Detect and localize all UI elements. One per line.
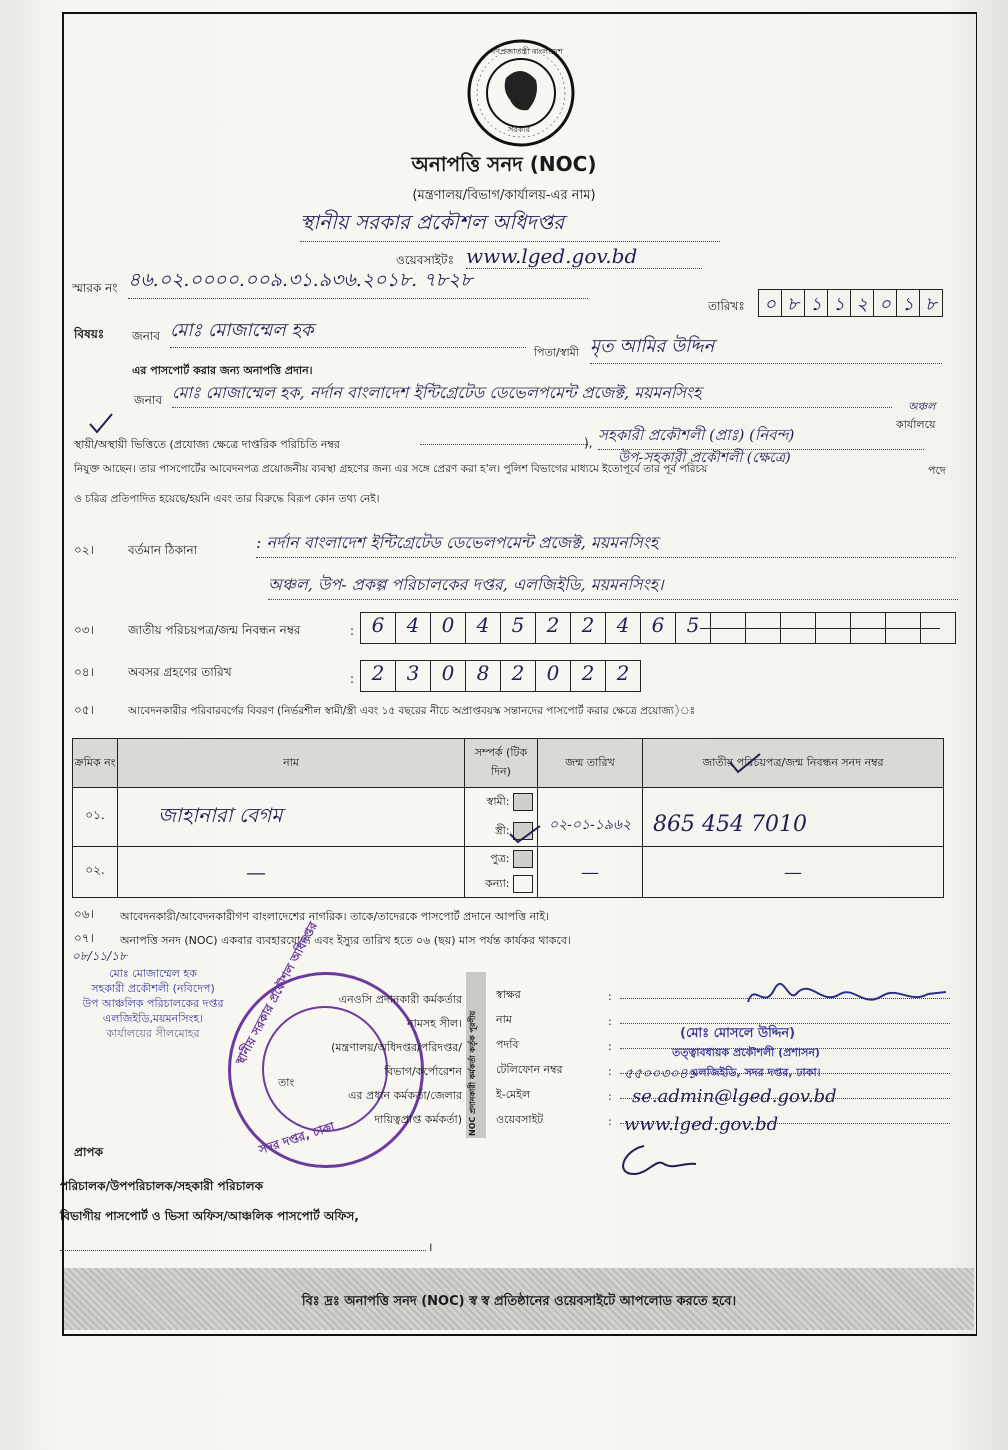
signatory-email: se.admin@lged.gov.bd <box>632 1086 837 1107</box>
stamp-line: কার্যালয়ের সীলমোহর <box>106 1027 200 1040</box>
signatory-caption-line: এর প্রধান কর্মকর্তা/জেলার <box>348 1089 462 1102</box>
row-serial: ০১. <box>73 788 118 847</box>
stamp-line: মোঃ মোজাম্মেল হক <box>109 967 197 980</box>
subject-line2: এর পাসপোর্ট করার জন্য অনাপত্তি প্রদান। <box>132 364 313 377</box>
signatory-name: (মোঃ মোসলে উদ্দিন) <box>680 1026 796 1041</box>
website-label: ওয়েবসাইট <box>496 1113 544 1126</box>
father-name: মৃত আমির উদ্দিন <box>590 332 942 364</box>
row-dob: ০২-০১-১৯৬২ <box>538 788 643 847</box>
item-03-title: জাতীয় পরিচয়পত্র/জন্ম নিবন্ধন নম্বর <box>128 623 301 637</box>
website-label: ওয়েবসাইটঃ <box>396 253 454 267</box>
nid-digit: 4 <box>605 612 640 644</box>
permanent-text: স্থায়ী/অস্থায়ী ভিত্তিতে (প্রযোজ্য ক্ষেত্রে দাপ্তরিক পরিচিতি নম্বর <box>74 438 340 451</box>
date-digit: ৮ <box>919 289 943 317</box>
recipient-line2: বিভাগীয় পাসপোর্ট ও ভিসা অফিস/আঞ্চলিক পাসপোর্ট অফিস, <box>60 1209 359 1223</box>
signatory-colons: : : : : : : <box>608 990 612 1128</box>
body-janab: জনাব <box>134 393 163 407</box>
noc-vertical-text: NOC প্রদানকারী কর্মকর্তা কর্তৃক পূরণীয় <box>468 1010 477 1136</box>
footer-note: বিঃ দ্রঃ অনাপত্তি সনদ (NOC) স্ব স্ব প্রতিষ্ঠানের ওয়েবসাইটে আপলোড করতে হবে। <box>301 1294 737 1309</box>
signatory-designation: তত্ত্বাবধায়ক প্রকৌশলী (প্রশাসন) <box>672 1046 820 1059</box>
nid-digit: 6 <box>360 612 395 644</box>
relation-checkbox-a[interactable] <box>513 850 533 868</box>
col-name: নাম <box>118 739 465 788</box>
signatory-labels <box>496 982 563 1132</box>
body-line4: ও চরিত্র প্রতিপাদিত হয়েছে/হয়নি এবং তার বিরুদ্ধে বিরূপ কোন তথ্য নেই। <box>74 493 380 505</box>
address-line2: অঞ্চল, উপ- প্রকল্প পরিচালকের দপ্তর, এলজিইডি, ময়মনসিংহ। <box>268 572 958 600</box>
signatory-caption-line: নামসহ সীল। <box>407 1017 462 1030</box>
col-nid: জাতীয় পরিচয়পত্র/জন্ম নিবন্ধন সনদ নম্বর <box>643 739 944 788</box>
relation-label-b: স্ত্রী: <box>495 824 510 837</box>
name-label: নাম <box>496 1013 512 1026</box>
father-label: পিতা/স্বামী <box>534 346 579 359</box>
nid-digit: 2 <box>535 612 570 644</box>
row-name: জাহানারা বেগম <box>118 788 465 847</box>
stamp-line: উপ আঞ্চলিক পরিচালকের দপ্তর <box>82 997 224 1010</box>
recipient-stop: । <box>428 1240 433 1254</box>
relation-label-a: স্বামী: <box>486 795 510 808</box>
date-boxes <box>758 289 943 317</box>
relation-checkbox-b[interactable] <box>513 875 533 893</box>
signatory-caption-line: এনওসি প্রদানকারী কর্মকর্তার <box>338 993 462 1006</box>
signatory-phone: ৫৫০০৩০৪১ <box>624 1066 697 1082</box>
phone-label: টেলিফোন নম্বর <box>496 1063 563 1076</box>
applicant-office-stamp <box>58 966 248 1041</box>
memo-label: স্মারক নং <box>72 281 118 295</box>
round-seal-bottom: সদর দপ্তর, ঢাকা <box>257 1119 337 1157</box>
applicant-name: মোঃ মোজাম্মেল হক <box>170 316 526 348</box>
subject-janab: জনাব <box>132 329 161 343</box>
item-07-text: অনাপত্তি সনদ (NOC) একবার ব্যবহারযোগ্য এবং ইস্যুর তারিখ হতে ০৬ (ছয়) মাস পর্যন্ত কার্যকর থাকবে। <box>120 934 571 947</box>
nid-digit: 2 <box>570 612 605 644</box>
recipient-label: প্রাপক <box>74 1145 103 1159</box>
table-row <box>73 847 944 898</box>
retirement-digit: 2 <box>605 660 641 692</box>
relation-label-a: পুত্র: <box>490 852 510 865</box>
retirement-digit: 2 <box>570 660 605 692</box>
email-label: ই-মেইল <box>496 1088 531 1101</box>
row-nid: 865 454 7010 <box>643 788 944 847</box>
retirement-date-boxes <box>360 660 641 692</box>
subject-label: বিষয়ঃ <box>74 327 105 341</box>
row-serial: ০২. <box>73 847 118 898</box>
row-name: — <box>118 847 465 898</box>
website-value: www.lged.gov.bd <box>466 244 702 269</box>
date-digit: ১ <box>804 289 827 317</box>
row-nid: — <box>643 847 944 898</box>
nid-digit: 5 <box>500 612 535 644</box>
family-table <box>72 738 944 898</box>
recipient-line1: পরিচালক/উপপরিচালক/সহকারী পরিচালক <box>60 1179 263 1193</box>
footer-note-bar <box>64 1268 974 1330</box>
stamp-date: ০৮/১১/১৮ <box>72 949 127 963</box>
item-02-number: ০২। <box>74 543 94 557</box>
office-name-caption: (মন্ত্রণালয়/বিভাগ/কার্যালয়-এর নাম) <box>412 188 596 203</box>
nid-digit: 6 <box>640 612 675 644</box>
item-04-title: অবসর গ্রহণের তারিখ <box>128 665 232 679</box>
item-07-number: ০৭। <box>74 931 94 945</box>
body-handwritten-line1: মোঃ মোজাম্মেল হক, নর্দান বাংলাদেশ ইন্টিগ্রেটেড ডেভেলপমেন্ট প্রজেক্ট, ময়মনসিংহ <box>172 380 892 408</box>
item-05-title: আবেদনকারীর পরিবারবর্গের বিবরণ (নির্ভরশীল স্বামী/স্ত্রী এবং ১৫ বছরের নীচে অপ্রাপ্তবয়স্ক সন্তানদের পাসপোর্ট করার ক্ষেত্রে প্রয়োজ্য)ঃ <box>128 705 696 717</box>
designation-label: পদবি <box>496 1038 519 1051</box>
signatory-caption-line: বিভাগ/কর্পোরেশন <box>384 1065 462 1078</box>
retirement-digit: 8 <box>465 660 500 692</box>
date-digit: ১ <box>896 289 919 317</box>
memo-number: ৪৬.০২.০০০০.০০৯.৩১.৯৩৬.২০১৮. ৭৮২৮ <box>128 266 588 299</box>
row-dob: — <box>538 847 643 898</box>
tang-label: তাং <box>278 1076 295 1089</box>
signatory-caption-line: দায়িত্বপ্রাপ্ত কর্মকর্তা) <box>374 1113 462 1126</box>
nid-digit: 5 <box>675 612 710 644</box>
seal-top-text: গণপ্রজাতন্ত্রী বাংলাদেশ <box>490 47 563 56</box>
relation-checkbox-a[interactable] <box>513 793 533 811</box>
post-tail: পদে <box>928 464 946 477</box>
relation-cell <box>465 847 538 898</box>
colon: : <box>350 672 355 686</box>
item-02-title: বর্তমান ঠিকানা <box>128 543 198 557</box>
identity-number-field <box>420 444 588 445</box>
initials-scribble-icon <box>604 1140 704 1180</box>
signatory-website: www.lged.gov.bd <box>624 1114 779 1135</box>
retirement-digit: 0 <box>430 660 465 692</box>
colon: : <box>350 624 355 638</box>
nid-digit: 4 <box>465 612 500 644</box>
retirement-digit: 2 <box>500 660 535 692</box>
recipient-address-line <box>60 1250 426 1251</box>
signatory-caption <box>306 988 462 1132</box>
paren-close: ), <box>584 436 593 450</box>
retirement-digit: 3 <box>395 660 430 692</box>
item-05-number: ০৫। <box>74 703 94 717</box>
item-06-number: ০৬। <box>74 907 94 921</box>
checkmark-icon <box>508 822 542 846</box>
nid-digit: 4 <box>395 612 430 644</box>
date-label: তারিখঃ <box>708 299 745 313</box>
relation-label-b: কন্যা: <box>485 877 510 890</box>
stamp-line: এলজিইডি,ময়মনসিংহ। <box>102 1012 204 1025</box>
signature-label: স্বাক্ষর <box>496 988 521 1001</box>
post-handwritten-2: উপ-সহকারী প্রকৌশলী (ক্ষেত্রে) <box>618 450 791 466</box>
date-digit: ২ <box>850 289 873 317</box>
round-seal-text: স্থানীয় সরকার প্রকৌশল অধিদপ্তর <box>232 919 321 1068</box>
retirement-digit: 2 <box>360 660 395 692</box>
nid-unused-strike <box>700 628 940 629</box>
office-name-handwritten: স্থানীয় সরকার প্রকৌশল অধিদপ্তর <box>300 208 720 242</box>
date-digit: ০ <box>758 289 781 317</box>
signatory-office: এলজিইডি, সদর দপ্তর, ঢাকা। <box>690 1066 821 1079</box>
table-header-row <box>73 739 944 788</box>
signatory-caption-line: (মন্ত্রণালয়/অধিদপ্তর/পরিদপ্তর/ <box>331 1041 462 1054</box>
address-line1: : নর্দান বাংলাদেশ ইন্টিগ্রেটেড ডেভেলপমেন্ট প্রজেক্ট, ময়মনসিংহ <box>256 530 956 558</box>
office-tail: কার্যালয়ে <box>896 418 936 431</box>
date-digit: ১ <box>827 289 850 317</box>
post-handwritten-1: সহকারী প্রকৌশলী (প্রাঃ) (নিবন্দ) <box>598 424 924 450</box>
item-03-number: ০৩। <box>74 623 94 637</box>
seal-bottom-text: সরকার <box>508 125 531 134</box>
body-line3: নিযুক্ত আছেন। তার পাসপোর্টের আবেদনপত্র প্রয়োজনীয় ব্যবস্থা গ্রহণের জন্য এর সঙ্গে প্রেরণ করা হ'ল। পুলিশ বিভাগের মাধ্যমে ইতোপূর্বে তার পূর্ব পরিচয় <box>74 463 708 475</box>
date-digit: ০ <box>873 289 896 317</box>
checkmark-icon <box>728 752 762 776</box>
body-handwritten-region: অঞ্চল <box>908 400 936 413</box>
checkmark-icon <box>88 412 114 436</box>
retirement-digit: 0 <box>535 660 570 692</box>
signature-scribble-icon <box>742 976 952 1016</box>
col-serial: ক্রমিক নং <box>73 739 118 788</box>
stamp-line: সহকারী প্রকৌশলী (নবিদেপ) <box>91 982 215 995</box>
col-relation: সম্পর্ক (টিক দিন) <box>465 739 538 788</box>
page-title: অনাপত্তি সনদ (NOC) <box>411 152 597 176</box>
item-06-text: আবেদনকারী/আবেদনকারীগণ বাংলাদেশের নাগরিক। তাকে/তাদেরকে পাসপোর্ট প্রদানে আপত্তি নাই। <box>120 910 550 923</box>
nid-digit: 0 <box>430 612 465 644</box>
item-04-number: ০৪। <box>74 665 94 679</box>
date-digit: ৮ <box>781 289 804 317</box>
col-dob: জন্ম তারিখ <box>538 739 643 788</box>
